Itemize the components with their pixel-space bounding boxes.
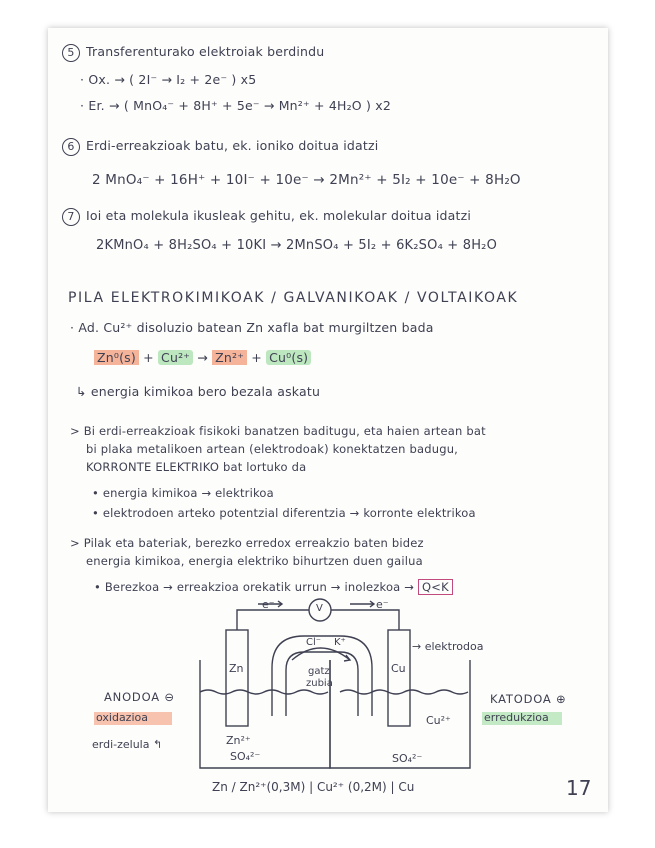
zinc-label: Zn: [229, 662, 244, 675]
sulfate-right-label: SO₄²⁻: [392, 752, 423, 765]
example-text: · Ad. Cu²⁺ disoluzio batean Zn xafla bat murgiltzen bada: [70, 320, 434, 335]
electron-label-left: e⁻: [262, 598, 275, 611]
copper-product: Cu⁰(s): [266, 350, 311, 365]
electrode-label: → elektrodoa: [412, 640, 484, 653]
electron-label-right: e⁻: [376, 598, 389, 611]
step-number: 5: [62, 44, 80, 62]
cell-notation: Zn / Zn²⁺(0,3M) | Cu²⁺ (0,2M) | Cu: [212, 780, 415, 794]
electron-arrow-right: [350, 601, 374, 607]
copper-ion-reactant: Cu²⁺: [158, 350, 193, 365]
sub-bullet-1: • energia kimikoa → elektrikoa: [92, 486, 274, 500]
anode-label: ANODOA ⊖: [104, 690, 175, 704]
step-number: 7: [62, 208, 80, 226]
step-6-title: 6 Erdi-erreakzioak batu, ek. ioniko doitua idatzi: [62, 138, 378, 156]
bullet-2-line-2: energia kimikoa, energia elektriko bihurtzen duen gailua: [86, 554, 423, 568]
wire-left: [237, 610, 309, 630]
cell-reaction: Zn⁰(s) + Cu²⁺ → Zn²⁺ + Cu⁰(s): [94, 350, 311, 365]
copper-ion-label: Cu²⁺: [426, 714, 451, 727]
ion-flow-arrow: [292, 648, 350, 661]
step-5-title: 5 Transferenturako elektroiak berdindu: [62, 44, 324, 62]
half-cell-label: erdi-zelula ↰: [92, 738, 163, 751]
oxidation-label: oxidazioa: [96, 711, 148, 724]
spontaneity-note: • Berezkoa → erreakzioa orekatik urrun → inolezkoa → Q<K: [94, 580, 453, 594]
voltmeter-label: V: [316, 603, 323, 614]
step-7-title: 7 Ioi eta molekula ikusleak gehitu, ek. molekular doitua idatzi: [62, 208, 471, 226]
zinc-reactant: Zn⁰(s): [94, 350, 139, 365]
right-solution-level: [340, 690, 468, 694]
bullet-1-line-2: bi plaka metalikoen artean (elektrodoak) konektatzen badugu,: [86, 442, 459, 456]
bullet-2-line-1: > Pilak eta bateriak, berezko erredox erreakzio baten bidez: [70, 536, 424, 550]
zinc-electrode: [226, 630, 248, 726]
wire-right: [331, 610, 399, 630]
salt-bridge-label-1: gatz: [308, 666, 330, 677]
q-less-than-k: Q<K: [418, 579, 453, 595]
bullet-1-line-3: KORRONTE ELEKTRIKO bat lortuko da: [86, 460, 307, 474]
copper-electrode: [388, 630, 410, 726]
potassium-ion-label: K⁺: [334, 637, 346, 648]
salt-bridge-label-2: zubia: [306, 678, 333, 689]
zinc-ion-label: Zn²⁺: [226, 734, 251, 747]
zinc-ion-product: Zn²⁺: [212, 350, 247, 365]
reduction-half-reaction: · Er. → ( MnO₄⁻ + 8H⁺ + 5e⁻ → Mn²⁺ + 4H₂O ) x2: [80, 98, 392, 113]
page-number: 17: [566, 776, 592, 800]
section-heading: PILA ELEKTROKIMIKOAK / GALVANIKOAK / VOLTAIKOAK: [68, 290, 519, 306]
sub-bullet-2: • elektrodoen arteko potentzial diferentzia → korronte elektrikoa: [92, 506, 476, 520]
ionic-equation: 2 MnO₄⁻ + 16H⁺ + 10I⁻ + 10e⁻ → 2Mn²⁺ + 5I₂ + 10e⁻ + 8H₂O: [92, 172, 521, 188]
copper-label: Cu: [391, 662, 406, 675]
left-solution-level: [200, 690, 328, 694]
sulfate-left-label: SO₄²⁻: [230, 750, 261, 763]
oxidation-half-reaction: · Ox. → ( 2I⁻ → I₂ + 2e⁻ ) x5: [80, 72, 257, 87]
molecular-equation: 2KMnO₄ + 8H₂SO₄ + 10KI → 2MnSO₄ + 5I₂ + 6K₂SO₄ + 8H₂O: [96, 238, 498, 253]
reduction-label: erredukzioa: [484, 711, 549, 724]
energy-note: ↳ energia kimikoa bero bezala askatu: [76, 384, 321, 399]
chloride-ion-label: Cl⁻: [306, 637, 322, 648]
cathode-label: KATODOA ⊕: [490, 692, 567, 706]
bullet-1-line-1: > Bi erdi-erreakzioak fisikoki banatzen baditugu, eta haien artean bat: [70, 424, 486, 438]
step-number: 6: [62, 138, 80, 156]
